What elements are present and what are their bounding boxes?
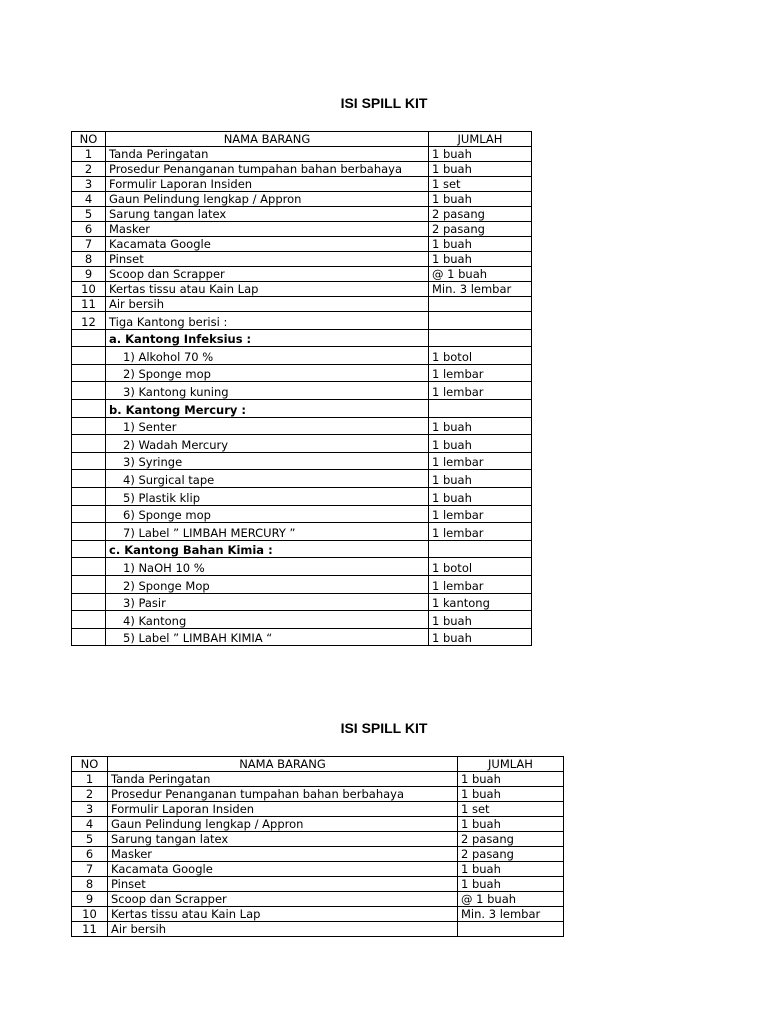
item-name: Masker: [106, 222, 429, 237]
column-header-jumlah: JUMLAH: [458, 757, 564, 772]
item-quantity: 1 buah: [458, 862, 564, 877]
item-name: 4) Surgical tape: [106, 470, 429, 488]
item-name: 7) Label ” LIMBAH MERCURY ”: [106, 523, 429, 541]
table-row: [72, 922, 564, 937]
item-name: 5) Label ” LIMBAH KIMIA “: [106, 628, 429, 646]
item-name: 2) Sponge mop: [106, 364, 429, 382]
item-quantity: 1 buah: [458, 817, 564, 832]
item-number: [72, 523, 106, 541]
item-quantity: 1 lembar: [429, 523, 532, 541]
table-row: [72, 470, 532, 488]
item-quantity: 1 buah: [458, 877, 564, 892]
item-number: [72, 628, 106, 646]
item-number: 8: [72, 252, 106, 267]
item-name: 2) Wadah Mercury: [106, 435, 429, 453]
table-row: [72, 399, 532, 417]
column-header-nama-barang: NAMA BARANG: [108, 757, 458, 772]
item-quantity: [429, 540, 532, 558]
item-quantity: 1 kantong: [429, 593, 532, 611]
item-quantity: [429, 399, 532, 417]
item-name: Kacamata Google: [106, 237, 429, 252]
item-number: 4: [72, 192, 106, 207]
item-name: Sarung tangan latex: [108, 832, 458, 847]
item-name: Scoop dan Scrapper: [106, 267, 429, 282]
table-row: [72, 832, 564, 847]
table-row: [72, 817, 564, 832]
item-quantity: 1 buah: [429, 192, 532, 207]
item-number: [72, 452, 106, 470]
item-quantity: 2 pasang: [429, 222, 532, 237]
table-row: [72, 207, 532, 222]
item-number: 10: [72, 282, 106, 297]
table-row: [72, 364, 532, 382]
item-number: 9: [72, 892, 108, 907]
item-number: 7: [72, 237, 106, 252]
column-header-no: NO: [72, 132, 106, 147]
item-name: Kertas tissu atau Kain Lap: [106, 282, 429, 297]
table-row: [72, 505, 532, 523]
item-quantity: 1 buah: [458, 787, 564, 802]
item-name: Prosedur Penanganan tumpahan bahan berbahaya: [108, 787, 458, 802]
spill-kit-table: [71, 756, 564, 937]
table-row: [72, 862, 564, 877]
item-number: 8: [72, 877, 108, 892]
table-row: [72, 237, 532, 252]
table-row: [72, 772, 564, 787]
item-name: 5) Plastik klip: [106, 487, 429, 505]
table-row: [72, 892, 564, 907]
item-name: Gaun Pelindung lengkap / Appron: [106, 192, 429, 207]
table-row: [72, 329, 532, 347]
item-number: 6: [72, 222, 106, 237]
table-row: [72, 177, 532, 192]
item-name: b. Kantong Mercury :: [106, 399, 429, 417]
item-number: 3: [72, 802, 108, 817]
item-name: c. Kantong Bahan Kimia :: [106, 540, 429, 558]
item-quantity: [429, 329, 532, 347]
table-row: [72, 452, 532, 470]
item-quantity: 1 buah: [429, 162, 532, 177]
table-row: [72, 907, 564, 922]
item-name: Air bersih: [108, 922, 458, 937]
item-number: 7: [72, 862, 108, 877]
item-quantity: 1 buah: [429, 487, 532, 505]
table-row: [72, 297, 532, 312]
item-name: 6) Sponge mop: [106, 505, 429, 523]
item-number: [72, 575, 106, 593]
item-number: 2: [72, 787, 108, 802]
item-quantity: [429, 297, 532, 312]
table-row: [72, 802, 564, 817]
item-name: Air bersih: [106, 297, 429, 312]
item-number: 2: [72, 162, 106, 177]
item-quantity: [429, 312, 532, 330]
column-header-jumlah: JUMLAH: [429, 132, 532, 147]
item-name: Prosedur Penanganan tumpahan bahan berbahaya: [106, 162, 429, 177]
table-row: [72, 435, 532, 453]
table-row: [72, 312, 532, 330]
item-quantity: 1 botol: [429, 347, 532, 365]
item-quantity: 1 set: [429, 177, 532, 192]
item-number: [72, 329, 106, 347]
table-header-row: [72, 132, 532, 147]
item-name: Tanda Peringatan: [106, 147, 429, 162]
item-quantity: Min. 3 lembar: [429, 282, 532, 297]
table-row: [72, 282, 532, 297]
item-quantity: @ 1 buah: [458, 892, 564, 907]
table-row: [72, 192, 532, 207]
item-quantity: 1 lembar: [429, 382, 532, 400]
table-row: [72, 347, 532, 365]
item-number: [72, 435, 106, 453]
item-number: [72, 364, 106, 382]
item-name: 1) NaOH 10 %: [106, 558, 429, 576]
item-name: 3) Syringe: [106, 452, 429, 470]
item-number: [72, 593, 106, 611]
item-number: 11: [72, 922, 108, 937]
item-name: Pinset: [108, 877, 458, 892]
table-row: [72, 252, 532, 267]
item-number: 1: [72, 772, 108, 787]
item-number: 10: [72, 907, 108, 922]
table-row: [72, 628, 532, 646]
item-name: Kertas tissu atau Kain Lap: [108, 907, 458, 922]
table-row: [72, 847, 564, 862]
item-number: [72, 399, 106, 417]
column-header-no: NO: [72, 757, 108, 772]
item-quantity: 1 buah: [429, 435, 532, 453]
item-number: 11: [72, 297, 106, 312]
item-name: Tiga Kantong berisi :: [106, 312, 429, 330]
table-row: [72, 523, 532, 541]
table-row: [72, 558, 532, 576]
item-quantity: @ 1 buah: [429, 267, 532, 282]
item-name: Tanda Peringatan: [108, 772, 458, 787]
item-quantity: 1 buah: [429, 237, 532, 252]
item-quantity: 2 pasang: [458, 832, 564, 847]
item-number: [72, 417, 106, 435]
item-name: 1) Alkohol 70 %: [106, 347, 429, 365]
table-row: [72, 593, 532, 611]
item-number: [72, 611, 106, 629]
table-row: [72, 575, 532, 593]
item-number: 5: [72, 207, 106, 222]
spill-kit-table: [71, 131, 532, 646]
item-number: [72, 487, 106, 505]
table-row: [72, 787, 564, 802]
item-name: Formulir Laporan Insiden: [108, 802, 458, 817]
item-number: [72, 347, 106, 365]
item-quantity: 1 buah: [429, 470, 532, 488]
table-row: [72, 382, 532, 400]
item-number: 6: [72, 847, 108, 862]
item-number: 5: [72, 832, 108, 847]
item-quantity: 1 buah: [429, 611, 532, 629]
item-quantity: 2 pasang: [458, 847, 564, 862]
item-number: [72, 558, 106, 576]
table-row: [72, 417, 532, 435]
table-header-row: [72, 757, 564, 772]
item-name: Scoop dan Scrapper: [108, 892, 458, 907]
item-name: 2) Sponge Mop: [106, 575, 429, 593]
item-number: [72, 470, 106, 488]
item-quantity: 2 pasang: [429, 207, 532, 222]
item-name: 3) Kantong kuning: [106, 382, 429, 400]
item-quantity: [458, 922, 564, 937]
table-row: [72, 162, 532, 177]
table-row: [72, 611, 532, 629]
item-number: 12: [72, 312, 106, 330]
item-name: 1) Senter: [106, 417, 429, 435]
item-quantity: 1 set: [458, 802, 564, 817]
item-quantity: 1 buah: [458, 772, 564, 787]
table-row: [72, 540, 532, 558]
table-row: [72, 487, 532, 505]
item-quantity: 1 buah: [429, 147, 532, 162]
item-quantity: 1 lembar: [429, 452, 532, 470]
item-name: Masker: [108, 847, 458, 862]
item-number: 1: [72, 147, 106, 162]
table-row: [72, 877, 564, 892]
item-quantity: 1 lembar: [429, 575, 532, 593]
item-quantity: 1 buah: [429, 252, 532, 267]
item-number: [72, 505, 106, 523]
page-title: ISI SPILL KIT: [340, 95, 428, 111]
item-name: Sarung tangan latex: [106, 207, 429, 222]
column-header-nama-barang: NAMA BARANG: [106, 132, 429, 147]
item-quantity: 1 buah: [429, 417, 532, 435]
item-name: 3) Pasir: [106, 593, 429, 611]
table-row: [72, 222, 532, 237]
item-name: a. Kantong Infeksius :: [106, 329, 429, 347]
item-number: [72, 382, 106, 400]
item-quantity: 1 lembar: [429, 364, 532, 382]
item-name: Formulir Laporan Insiden: [106, 177, 429, 192]
item-number: [72, 540, 106, 558]
item-number: 4: [72, 817, 108, 832]
item-name: Kacamata Google: [108, 862, 458, 877]
table-row: [72, 267, 532, 282]
item-quantity: 1 botol: [429, 558, 532, 576]
item-name: Pinset: [106, 252, 429, 267]
item-quantity: 1 buah: [429, 628, 532, 646]
item-quantity: Min. 3 lembar: [458, 907, 564, 922]
page-title: ISI SPILL KIT: [340, 720, 428, 736]
table-row: [72, 147, 532, 162]
item-name: Gaun Pelindung lengkap / Appron: [108, 817, 458, 832]
item-number: 9: [72, 267, 106, 282]
item-number: 3: [72, 177, 106, 192]
item-name: 4) Kantong: [106, 611, 429, 629]
item-quantity: 1 lembar: [429, 505, 532, 523]
